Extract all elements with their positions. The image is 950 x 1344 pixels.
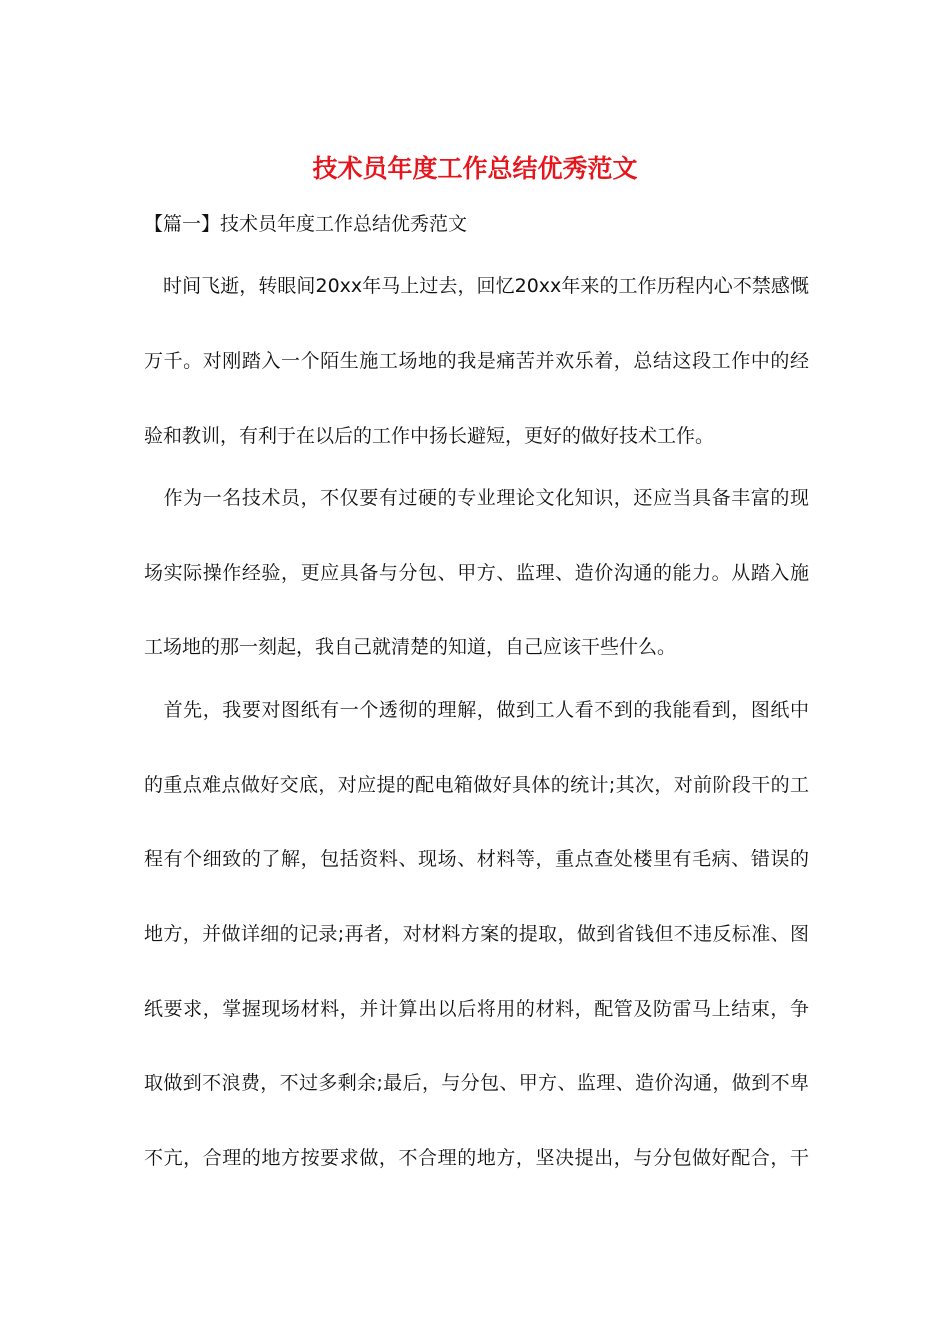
body-line: 取做到不浪费，不过多剩余;最后，与分包、甲方、监理、造价沟通，做到不卑 bbox=[144, 1072, 809, 1094]
document-title: 技术员年度工作总结优秀范文 bbox=[312, 154, 638, 183]
body-line: 时间飞逝，转眼间20xx年马上过去，回忆20xx年来的工作历程内心不禁感慨 bbox=[144, 275, 809, 297]
body-line: 作为一名技术员，不仅要有过硬的专业理论文化知识，还应当具备丰富的现 bbox=[144, 487, 809, 509]
section-heading: 【篇一】技术员年度工作总结优秀范文 bbox=[144, 213, 468, 235]
body-line: 场实际操作经验，更应具备与分包、甲方、监理、造价沟通的能力。从踏入施 bbox=[144, 562, 809, 584]
body-line: 验和教训，有利于在以后的工作中扬长避短，更好的做好技术工作。 bbox=[144, 425, 715, 447]
body-line: 地方，并做详细的记录;再者，对材料方案的提取，做到省钱但不违反标准、图 bbox=[144, 923, 809, 945]
body-line: 程有个细致的了解，包括资料、现场、材料等，重点查处楼里有毛病、错误的 bbox=[144, 848, 809, 870]
body-line: 不亢，合理的地方按要求做，不合理的地方，坚决提出，与分包做好配合，干 bbox=[144, 1147, 809, 1169]
body-line: 首先，我要对图纸有一个透彻的理解，做到工人看不到的我能看到，图纸中 bbox=[144, 699, 809, 721]
body-line: 工场地的那一刻起，我自己就清楚的知道，自己应该干些什么。 bbox=[144, 636, 677, 658]
body-line: 纸要求，掌握现场材料，并计算出以后将用的材料，配管及防雷马上结束，争 bbox=[144, 998, 809, 1020]
body-line: 的重点难点做好交底，对应提的配电箱做好具体的统计;其次，对前阶段干的工 bbox=[144, 774, 809, 796]
body-line: 万千。对刚踏入一个陌生施工场地的我是痛苦并欢乐着，总结这段工作中的经 bbox=[144, 350, 809, 372]
